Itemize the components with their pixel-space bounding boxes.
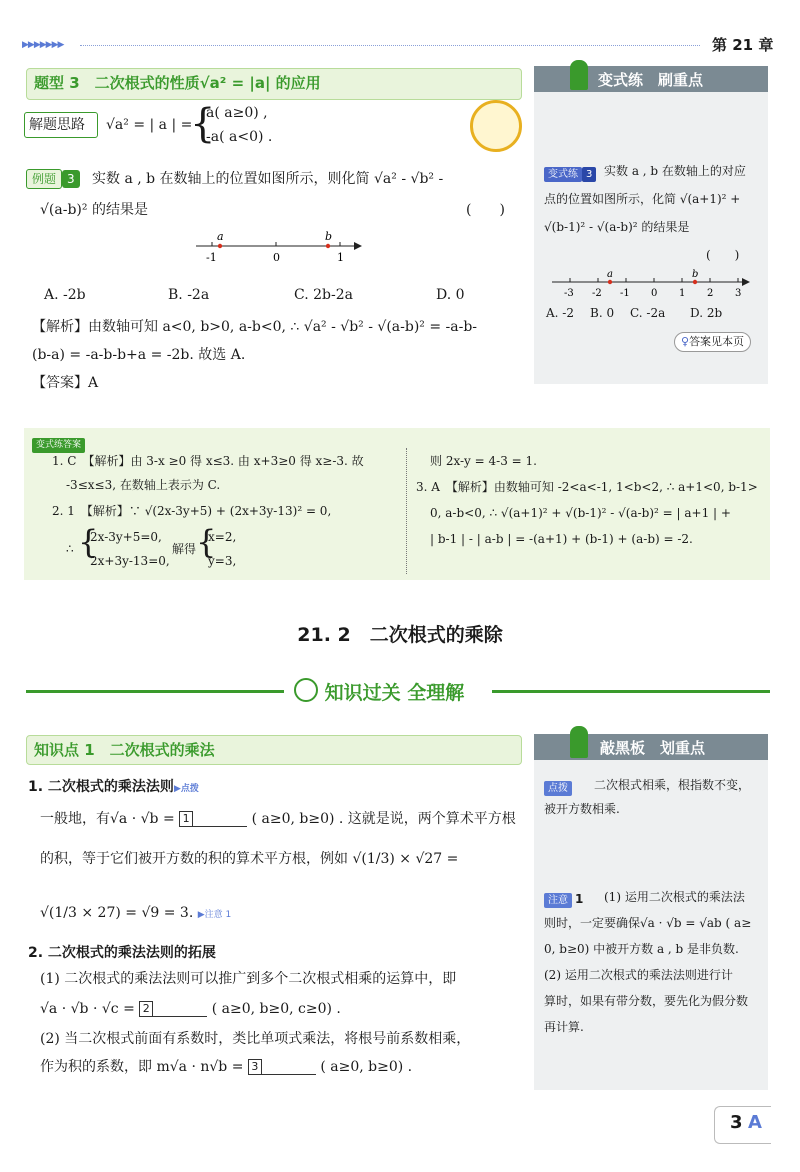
kp1-h2: 2. 二次根式的乘法法则的拓展 <box>28 945 216 961</box>
a2-solve: 解得 <box>172 542 197 556</box>
tip-line2: 被开方数相乘. <box>544 802 620 816</box>
answers-label: 变式练答案 <box>32 432 85 453</box>
header-arrows: ▶▶▶▶▶▶▶ <box>22 40 64 50</box>
page-number: 3 <box>730 1112 743 1133</box>
side-practice-header: 变式练 刷重点 <box>534 66 768 92</box>
svg-text:3: 3 <box>735 288 742 299</box>
case-2: -a( a<0) . <box>206 129 273 145</box>
answers-divider <box>406 448 407 574</box>
kp1-e2-l2: 作为积的系数，即 m√a · n√b = 3 ( a≥0, b≥0) . <box>40 1059 413 1075</box>
a2-sys1: 2x-3y+5=0, <box>90 530 162 544</box>
nl-a: a <box>217 230 224 243</box>
side-practice-paren: ( ) <box>706 248 740 262</box>
svg-text:2: 2 <box>707 288 714 299</box>
tip-label: 点拨 <box>544 776 572 796</box>
section-title: 21. 2 二次根式的乘除 <box>297 624 503 646</box>
a3-line2: 0, a-b<0, ∴ √(a+1)² + √(b-1)² - √(a-b)² = | a+1 | + <box>430 506 731 520</box>
note-line2: 则时，一定要确保√a · √b = √ab ( a≥ <box>544 916 752 930</box>
knowledge-icon <box>294 678 318 702</box>
blank-1[interactable] <box>193 812 247 827</box>
kp1-e1-l2: √a · √b · √c = 2 ( a≥0, b≥0, c≥0) . <box>40 1001 341 1017</box>
a3-line3: | b-1 | - | a-b | = -(a+1) + (b-1) + (a-b) = -2. <box>430 532 693 546</box>
side-practice-label: 变式练 3 <box>544 162 596 182</box>
kp1-e2-l1: (2) 当二次根式前面有系数时，类比单项式乘法，将根号前系数相乘， <box>40 1031 471 1047</box>
note-line1: (1) 运用二次根式的乘法法 <box>604 890 745 904</box>
figure-icon <box>570 60 588 90</box>
banner-line-right <box>492 690 770 693</box>
example3-paren: ( ) <box>466 202 505 218</box>
a1-line1: 1. C 【解析】由 3-x ≥0 得 x≤3. 由 x+3≥0 得 x≥-3. 故 <box>52 454 364 468</box>
kp1-p2: 的积，等于它们被开方数的积的算术平方根，例如 √(1/3) × √27 = <box>40 851 459 867</box>
note-line5: 算时，如果有带分数，要先化为假分数 <box>544 994 749 1008</box>
example3-label: 例题 3 <box>26 168 80 189</box>
see-answer-badge[interactable]: ♀答案见本页 <box>674 332 751 352</box>
thinking-label: 解题思路 <box>29 117 85 133</box>
nl-tick-0: 0 <box>273 251 280 264</box>
a2-brace2: { <box>196 523 217 561</box>
svg-text:-1: -1 <box>620 288 630 299</box>
option-a: A. -2b <box>44 287 86 303</box>
a2-line1: 2. 1 【解析】∵ √(2x-3y+5) + (2x+3y-13)² = 0, <box>52 504 332 518</box>
side-opt-c: C. -2a <box>630 306 666 320</box>
a2-sys2: 2x+3y-13=0, <box>90 554 170 568</box>
note-line6: 再计算. <box>544 1020 584 1034</box>
kp1-p3: √(1/3 × 27) = √9 = 3. ▶注意 1 <box>40 905 232 921</box>
svg-text:-3: -3 <box>564 288 574 299</box>
kp1-title: 知识点 1 二次根式的乘法 <box>34 741 215 759</box>
a1-line2: -3≤x≤3, 在数轴上表示为 C. <box>66 478 221 492</box>
side-notes-header: 敲黑板 划重点 <box>534 734 768 760</box>
example3-number-line <box>190 228 370 268</box>
a2-res2: y=3, <box>208 554 237 568</box>
nl-tick-m1: -1 <box>206 251 217 264</box>
side-number-line <box>548 266 754 302</box>
banner-line-left <box>26 690 284 693</box>
nl-b: b <box>325 230 333 243</box>
lightbulb-icon: ♀ <box>681 335 690 348</box>
svg-text:a: a <box>607 269 613 280</box>
thinking-formula: √a² = | a | = <box>106 117 193 133</box>
example3-q1: 实数 a , b 在数轴上的位置如图所示，则化简 √a² - √b² - <box>92 171 444 187</box>
option-b: B. -2a <box>168 287 210 303</box>
chapter-label: 第 21 章 <box>712 36 774 54</box>
svg-text:1: 1 <box>679 288 686 299</box>
banner-title: 知识过关 全理解 <box>294 678 464 705</box>
side-opt-b: B. 0 <box>590 306 615 320</box>
a2-therefore: ∴ <box>66 542 74 556</box>
a2-brace: { <box>78 523 99 561</box>
note-line4: (2) 运用二次根式的乘法法则进行计 <box>544 968 733 982</box>
kp1-e1-l1: (1) 二次根式的乘法法则可以推广到多个二次根式相乘的运算中，即 <box>40 971 457 987</box>
brace: { <box>190 101 216 147</box>
topic3-title: 题型 3 二次根式的性质√a² = |a| 的应用 <box>34 74 321 92</box>
side-opt-a: A. -2 <box>546 306 574 320</box>
blank-2[interactable] <box>153 1002 207 1017</box>
example3-q2: √(a-b)² 的结果是 <box>40 202 148 218</box>
analysis-line2: (b-a) = -a-b-b+a = -2b. 故选 A. <box>32 347 246 363</box>
logo-a-icon: A <box>748 1112 762 1133</box>
svg-text:0: 0 <box>651 288 658 299</box>
a2-res1: x=2, <box>208 530 237 544</box>
a3-line1: 3. A 【解析】由数轴可知 -2<a<-1, 1<b<2, ∴ a+1<0, b-1> <box>416 480 758 494</box>
analysis-line1: 【解析】由数轴可知 a<0, b>0, a-b<0, ∴ √a² - √b² - √(a-b)² = -a-b- <box>32 319 478 335</box>
side-opt-d: D. 2b <box>690 306 723 320</box>
tip-line1: 二次根式相乘，根指数不变， <box>594 778 751 792</box>
svg-text:b: b <box>692 269 699 280</box>
note-line3: 0, b≥0) 中被开方数 a , b 是非负数. <box>544 942 739 956</box>
kp1-p1: 一般地，有√a · √b = 1 ( a≥0, b≥0) . 这就是说，两个算术平方根 <box>40 811 516 827</box>
option-d: D. 0 <box>436 287 465 303</box>
side-practice-l3: √(b-1)² - √(a-b)² 的结果是 <box>544 220 690 234</box>
side-practice-l1: 实数 a , b 在数轴上的对应 <box>604 164 746 178</box>
header-rule <box>80 45 700 46</box>
side-practice-l2: 点的位置如图所示，化简 √(a+1)² + <box>544 192 741 206</box>
mascot-icon <box>470 100 522 152</box>
note-label: 注意 1 <box>544 888 583 908</box>
a2-cont: 则 2x-y = 4-3 = 1. <box>430 454 537 468</box>
kp1-h1: 1. 二次根式的乘法法则▶点拨 <box>28 779 199 795</box>
case-1: a( a≥0) , <box>206 105 268 121</box>
option-c: C. 2b-2a <box>294 287 353 303</box>
nl-tick-1: 1 <box>337 251 344 264</box>
figure-icon <box>570 726 588 758</box>
svg-text:-2: -2 <box>592 288 602 299</box>
answer: 【答案】A <box>32 375 99 391</box>
blank-3[interactable] <box>262 1060 316 1075</box>
